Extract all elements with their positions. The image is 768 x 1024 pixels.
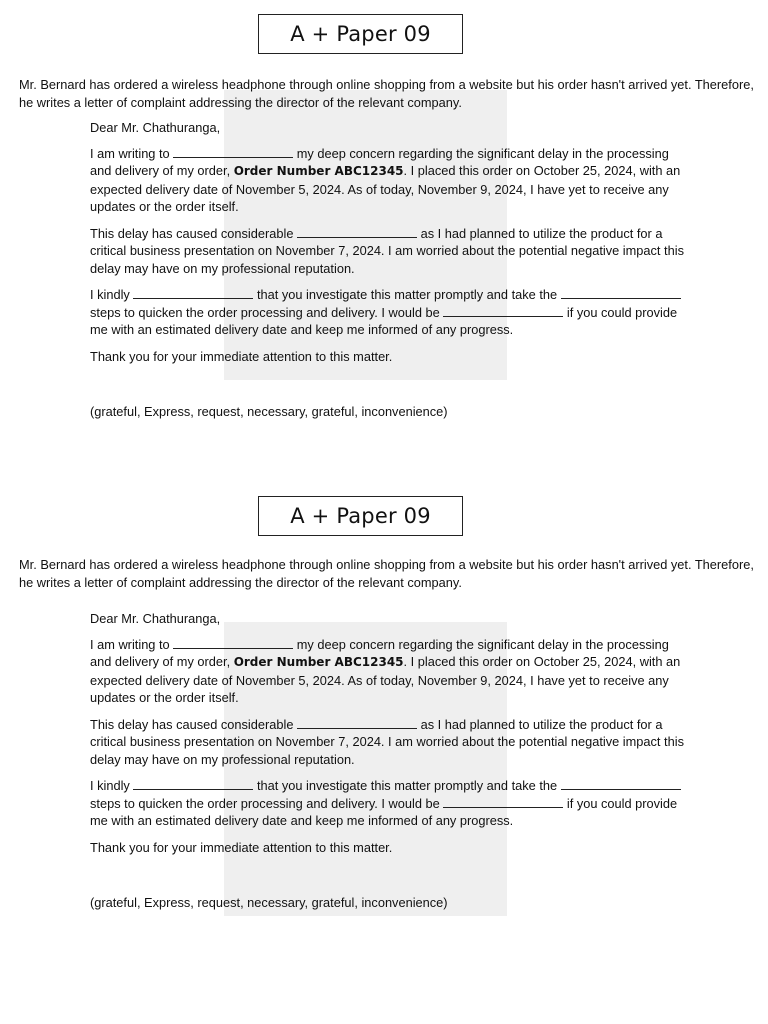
paragraph-1 [90, 145, 690, 216]
closing-line: Thank you for your immediate attention to this matter. [90, 839, 393, 855]
paper-title: A + Paper 09 [258, 496, 463, 536]
p1-text-b: my deep concern regarding the significant delay in the processing and delivery of my order, [90, 145, 669, 178]
p1-text-b: my deep concern regarding the significant delay in the processing and delivery of my order, [90, 636, 669, 669]
paragraph-2 [90, 716, 690, 769]
blank-2[interactable] [297, 225, 417, 238]
p3-text-a: I kindly [90, 287, 134, 302]
p3-text-b: that you investigate this matter promptly and take the [253, 287, 561, 302]
p1-text-c: . I placed this order on October 25, 2024, with an expected delivery date of November 5, 2024. As of today, November 9, 2024, I have yet to receive any updates or the order itself. [90, 654, 681, 705]
blank-1[interactable] [173, 145, 293, 158]
paper-title: A + Paper 09 [258, 14, 463, 54]
p1-text-a: I am writing to [90, 636, 174, 652]
order-number: Order Number ABC12345 [233, 164, 404, 178]
salutation: Dear Mr. Chathuranga, [90, 611, 221, 626]
word-bank: (grateful, Express, request, necessary, grateful, inconvenience) [90, 404, 448, 419]
p3-text-c: steps to quicken the order processing and delivery. I would be [90, 795, 444, 811]
task-instructions: Mr. Bernard has ordered a wireless headphone through online shopping from a website but his order hasn't arrived yet. Therefore, he writes a letter of complaint addressing the director of the relevant company. [19, 77, 754, 110]
complaint-letter [90, 119, 690, 421]
blank-2[interactable] [297, 716, 417, 729]
salutation: Dear Mr. Chathuranga, [90, 120, 221, 135]
paragraph-3 [90, 777, 690, 830]
p2-text-b: as I had planned to utilize the product for a critical business presentation on November 7, 2024. I am worried about the potential negative impact this delay may have on my professional reputation. [90, 225, 684, 276]
order-number: Order Number ABC12345 [233, 655, 404, 669]
paragraph-1 [90, 636, 690, 707]
p3-text-d: if you could provide me with an estimated delivery date and keep me informed of any progress. [90, 795, 678, 828]
paragraph-2 [90, 225, 690, 278]
blank-3[interactable] [133, 286, 253, 299]
p3-text-c: steps to quicken the order processing and delivery. I would be [90, 304, 444, 320]
word-bank: (grateful, Express, request, necessary, grateful, inconvenience) [90, 895, 448, 910]
p3-text-d: if you could provide me with an estimated delivery date and keep me informed of any progress. [90, 304, 678, 337]
p3-text-a: I kindly [90, 778, 134, 793]
task-instructions: Mr. Bernard has ordered a wireless headphone through online shopping from a website but his order hasn't arrived yet. Therefore, he writes a letter of complaint addressing the director of the relevant company. [19, 557, 754, 590]
blank-4[interactable] [561, 777, 681, 790]
paragraph-3 [90, 286, 690, 339]
p2-text-a: This delay has caused considerable [90, 716, 298, 732]
blank-5[interactable] [443, 795, 563, 808]
blank-3[interactable] [133, 777, 253, 790]
blank-1[interactable] [173, 636, 293, 649]
p1-text-a: I am writing to [90, 145, 174, 161]
closing-line: Thank you for your immediate attention to this matter. [90, 348, 393, 364]
p2-text-b: as I had planned to utilize the product for a critical business presentation on November 7, 2024. I am worried about the potential negative impact this delay may have on my professional reputation. [90, 716, 684, 767]
blank-4[interactable] [561, 286, 681, 299]
p1-text-c: . I placed this order on October 25, 2024, with an expected delivery date of November 5, 2024. As of today, November 9, 2024, I have yet to receive any updates or the order itself. [90, 163, 681, 214]
p2-text-a: This delay has caused considerable [90, 225, 298, 241]
complaint-letter [90, 610, 690, 912]
blank-5[interactable] [443, 304, 563, 317]
p3-text-b: that you investigate this matter promptly and take the [253, 778, 561, 793]
